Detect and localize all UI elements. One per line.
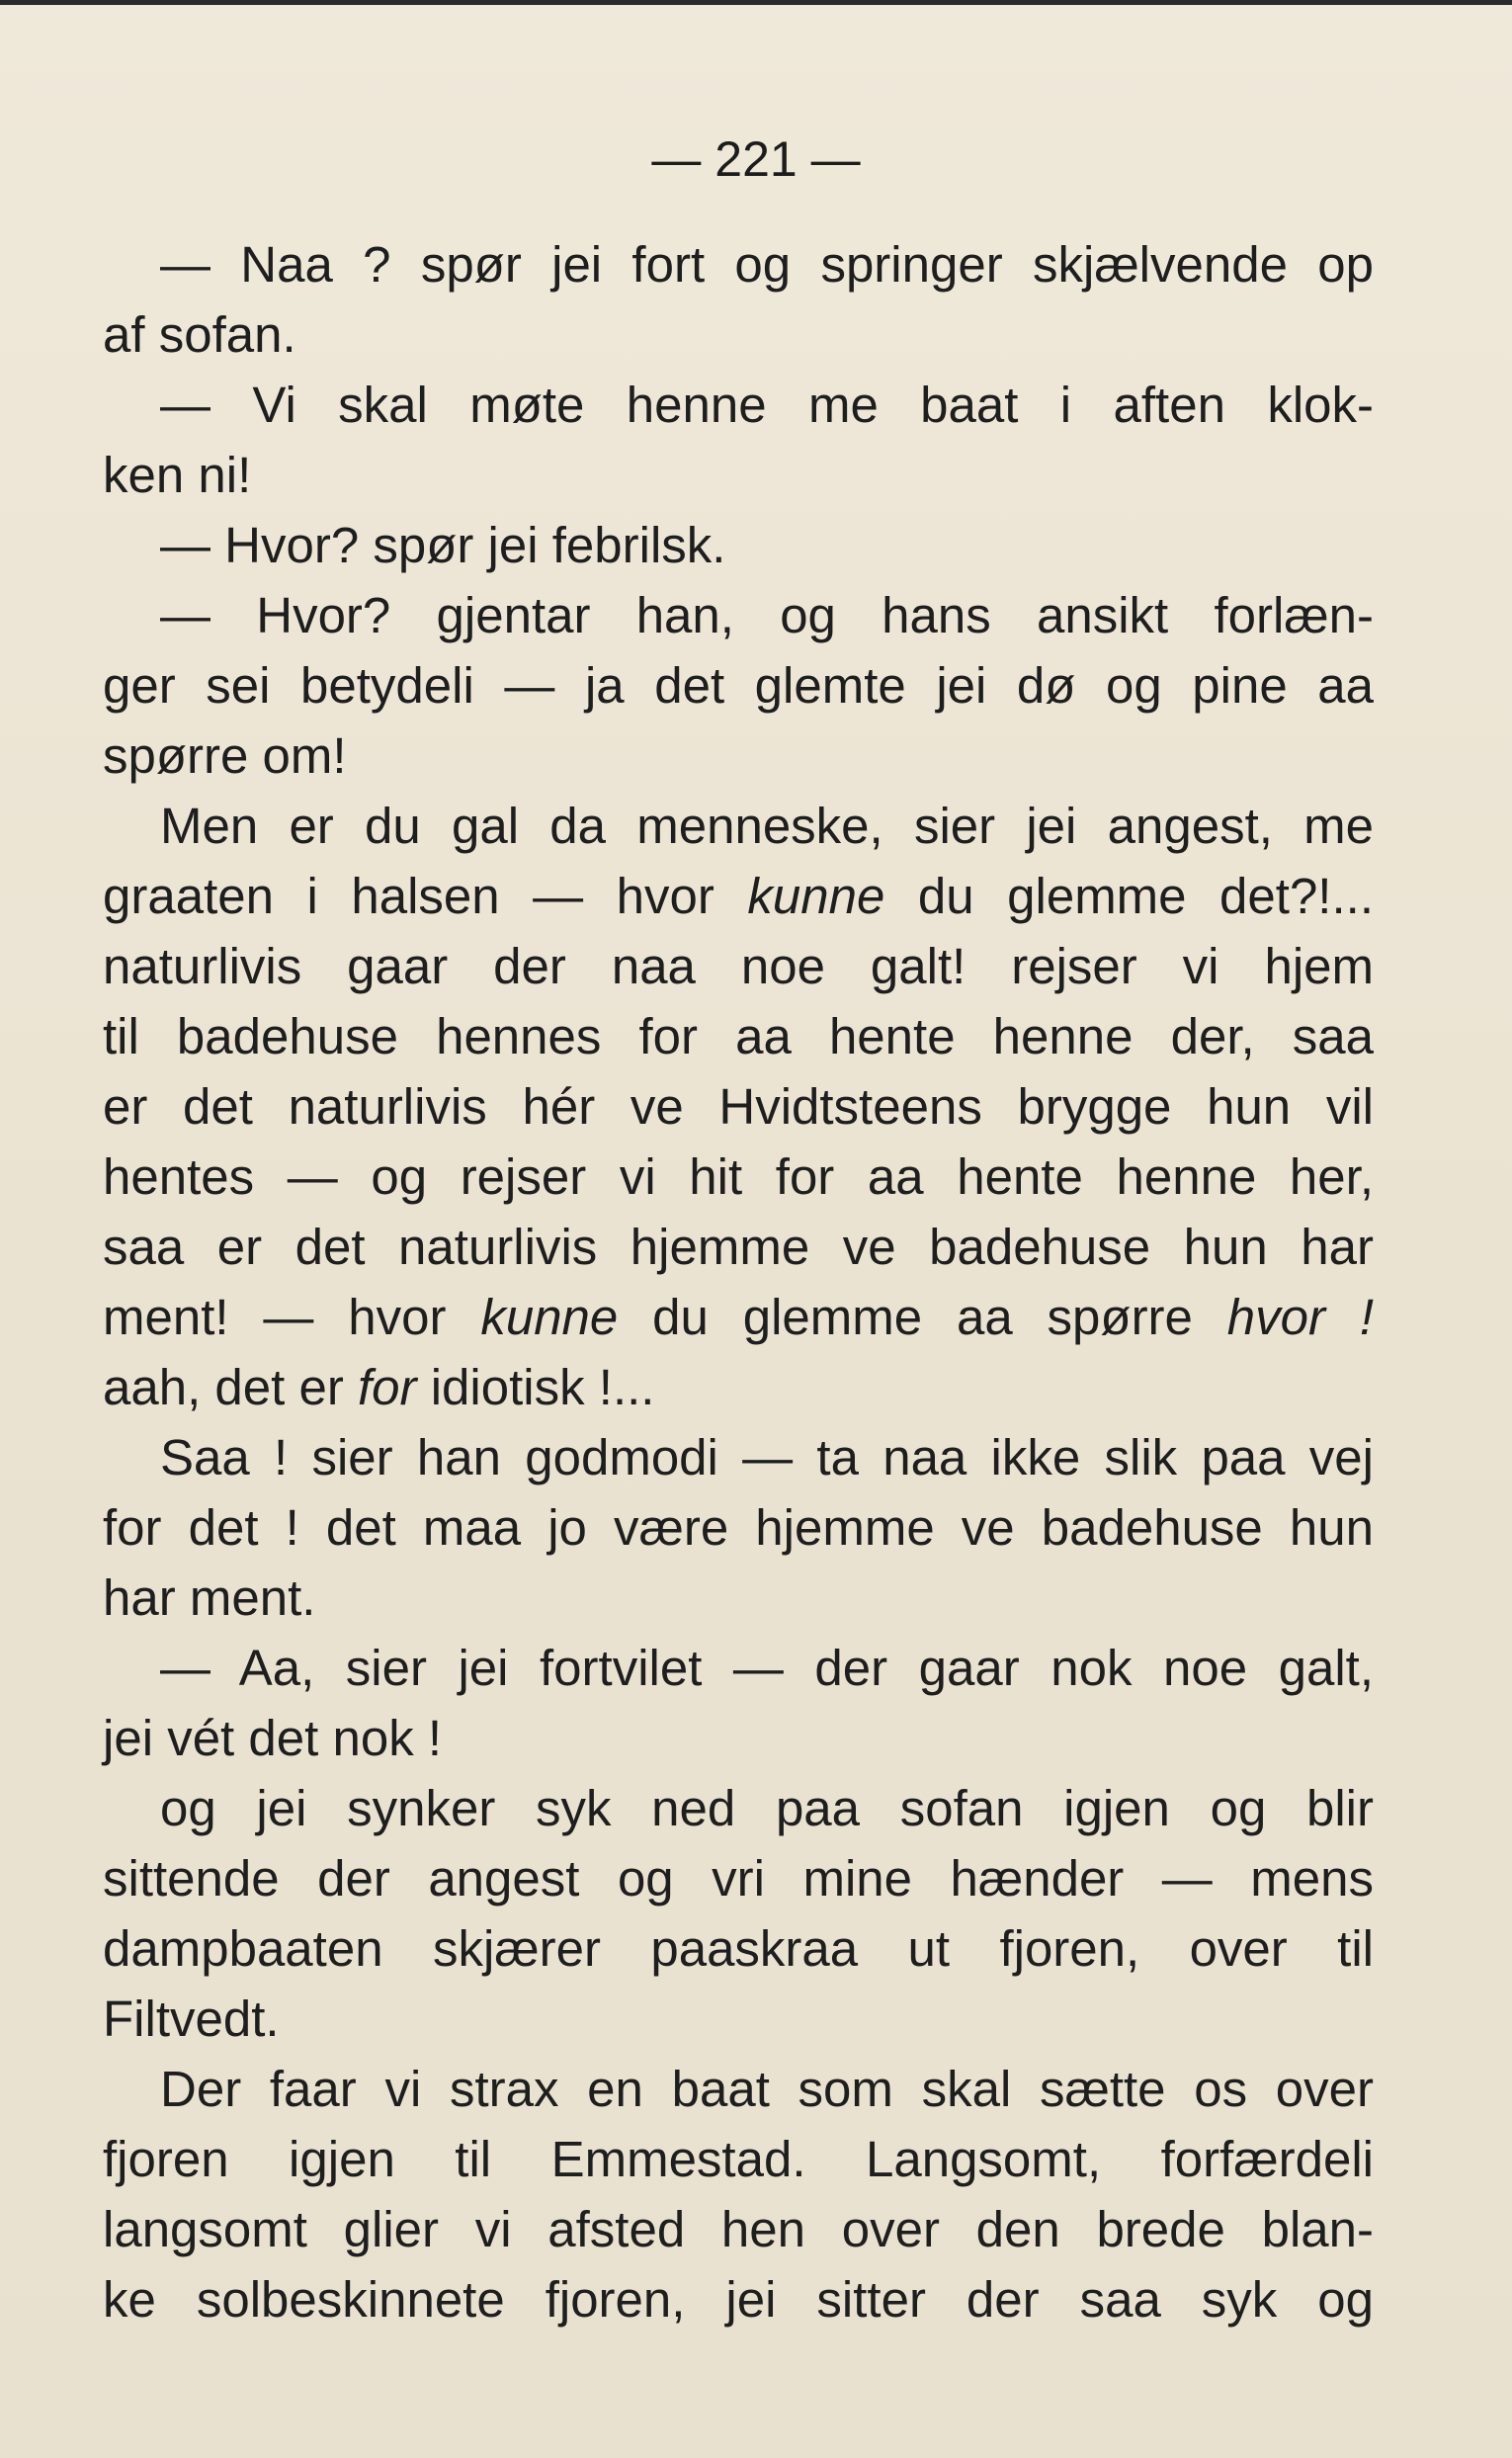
text-span: graaten i halsen — hvor: [103, 868, 748, 924]
text-line: naturlivis gaar der naa noe galt! rejser vi hjem: [103, 938, 1374, 994]
text-line: Men er du gal da menneske, sier jei angest, me: [160, 798, 1374, 854]
text-line: jei vét det nok !: [103, 1710, 443, 1766]
text-line: til badehuse hennes for aa hente henne der, saa: [103, 1008, 1374, 1064]
text-line: ke solbeskinnete fjoren, jei sitter der saa syk og: [103, 2271, 1374, 2328]
text-line: — Hvor? spør jei febrilsk.: [160, 517, 726, 573]
text-line: Filtvedt.: [103, 1991, 280, 2047]
text-span: du glemme det?!...: [884, 868, 1374, 924]
text-line: [103, 1352, 1374, 1422]
body-text: [103, 229, 1374, 2334]
text-line: sittende der angest og vri mine hænder — mens: [103, 1850, 1374, 1907]
text-line: [103, 861, 1374, 931]
text-line: — Naa ? spør jei fort og springer skjælvende op: [160, 236, 1374, 293]
italic-text: for: [358, 1359, 417, 1415]
page-top-edge: [0, 0, 1512, 5]
text-line: [103, 1282, 1374, 1352]
text-line: er det naturlivis hér ve Hvidtsteens brygge hun vil: [103, 1078, 1374, 1135]
text-line: for det ! det maa jo være hjemme ve badehuse hun: [103, 1499, 1374, 1556]
text-line: langsomt glier vi afsted hen over den brede blan-: [103, 2201, 1374, 2257]
text-line: hentes — og rejser vi hit for aa hente henne her,: [103, 1148, 1374, 1205]
text-span: ment! — hvor: [103, 1289, 481, 1345]
text-line: — Hvor? gjentar han, og hans ansikt forlæn-: [160, 587, 1374, 643]
italic-text: kunne: [480, 1289, 619, 1345]
text-span: aah, det er: [103, 1359, 359, 1415]
text-line: har ment.: [103, 1569, 316, 1626]
text-line: fjoren igjen til Emmestad. Langsomt, forfærdeli: [103, 2131, 1374, 2187]
text-line: Der faar vi strax en baat som skal sætte os over: [160, 2061, 1374, 2117]
text-line: Saa ! sier han godmodi — ta naa ikke slik paa vej: [160, 1429, 1374, 1485]
text-span: idiotisk !...: [416, 1359, 655, 1415]
text-line: ken ni!: [103, 447, 252, 503]
italic-text: kunne: [747, 868, 885, 924]
text-line: — Vi skal møte henne me baat i aften klok-: [160, 377, 1374, 433]
text-span: du glemme aa spørre: [618, 1289, 1227, 1345]
text-line: ger sei betydeli — ja det glemte jei dø og pine aa: [103, 657, 1374, 714]
text-line: og jei synker syk ned paa sofan igjen og blir: [160, 1780, 1374, 1836]
text-line: dampbaaten skjærer paaskraa ut fjoren, over til: [103, 1920, 1374, 1977]
page-number: — 221 —: [651, 131, 861, 187]
text-line: af sofan.: [103, 306, 296, 363]
text-line: — Aa, sier jei fortvilet — der gaar nok noe galt,: [160, 1640, 1374, 1696]
text-line: spørre om!: [103, 727, 347, 784]
italic-text: hvor !: [1226, 1289, 1374, 1345]
text-line: saa er det naturlivis hjemme ve badehuse hun har: [103, 1219, 1374, 1275]
